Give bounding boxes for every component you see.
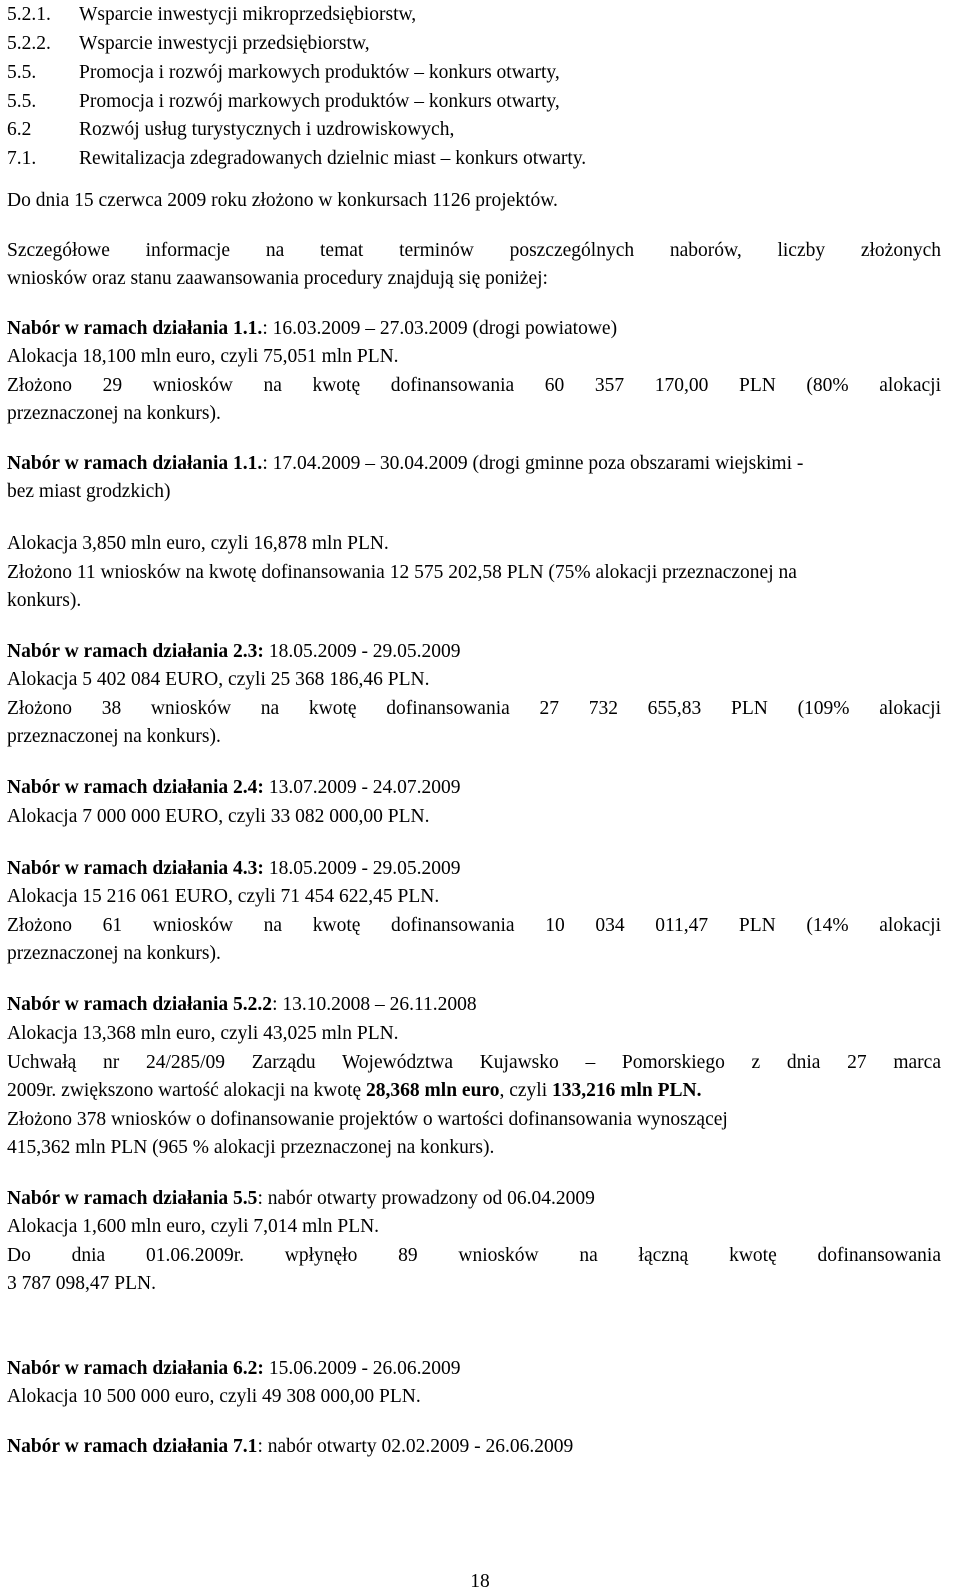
resolution-text — [7, 1078, 702, 1104]
call-dates: : nabór otwarty prowadzony od 06.04.2009 — [257, 1188, 595, 1209]
allocation-text: Alokacja 15 216 061 EURO, czyli 71 454 622,45 PLN. — [7, 886, 440, 907]
call-dates: 15.06.2009 - 26.06.2009 — [263, 1358, 461, 1379]
call-heading — [7, 1356, 461, 1382]
list-item — [7, 89, 560, 115]
allocation-text: Alokacja 10 500 000 euro, czyli 49 308 000,00 PLN. — [7, 1386, 421, 1407]
list-text: Wsparcie inwestycji przedsiębiorstw, — [79, 33, 370, 54]
list-text: Wsparcie inwestycji mikroprzedsiębiorstw, — [79, 4, 417, 25]
allocation-text: Alokacja 3,850 mln euro, czyli 16,878 mln PLN. — [7, 533, 389, 554]
filed-text: Złożono 38 wniosków na kwotę dofinansowania 27 732 655,83 PLN (109% alokacji — [7, 698, 941, 719]
filed-text: przeznaczonej na konkurs). — [7, 726, 221, 747]
allocation-text: Alokacja 7 000 000 EURO, czyli 33 082 000,00 PLN. — [7, 806, 430, 827]
call-label: Nabór w ramach działania 7.1 — [7, 1436, 258, 1457]
list-item — [7, 146, 586, 172]
list-item — [7, 117, 454, 143]
page-number: 18 — [470, 1571, 490, 1592]
call-label: Nabór w ramach działania 6.2: — [7, 1358, 264, 1379]
resolution-text: Uchwałą nr 24/285/09 Zarządu Województwa Kujawsko – Pomorskiego z dnia 27 marca — [7, 1052, 941, 1073]
intro-line: wniosków oraz stanu zaawansowania procedury znajdują się poniżej: — [7, 268, 548, 289]
list-number: 5.5. — [7, 91, 37, 112]
call-dates: : 17.04.2009 – 30.04.2009 (drogi gminne poza obszarami wiejskimi - — [262, 453, 804, 474]
call-label: Nabór w ramach działania 1.1. — [7, 453, 263, 474]
list-text: Rewitalizacja zdegradowanych dzielnic miast – konkurs otwarty. — [79, 148, 587, 169]
call-label: Nabór w ramach działania 4.3: — [7, 858, 264, 879]
call-label: Nabór w ramach działania 2.3: — [7, 641, 264, 662]
call-heading — [7, 856, 461, 882]
allocation-text: Alokacja 13,368 mln euro, czyli 43,025 mln PLN. — [7, 1023, 399, 1044]
allocation-text: Alokacja 1,600 mln euro, czyli 7,014 mln PLN. — [7, 1216, 380, 1237]
filed-text: Złożono 11 wniosków na kwotę dofinansowania 12 575 202,58 PLN (75% alokacji przeznaczonej na — [7, 562, 797, 583]
filed-text: przeznaczonej na konkurs). — [7, 943, 221, 964]
allocation-text: Alokacja 18,100 mln euro, czyli 75,051 mln PLN. — [7, 346, 399, 367]
list-number: 5.2.1. — [7, 4, 51, 25]
list-item — [7, 60, 560, 86]
filed-text: Złożono 29 wniosków na kwotę dofinansowania 60 357 170,00 PLN (80% alokacji — [7, 375, 941, 396]
filed-text: 415,362 mln PLN (965 % alokacji przeznaczonej na konkurs). — [7, 1137, 495, 1158]
call-dates: 18.05.2009 - 29.05.2009 — [263, 641, 461, 662]
filed-text: Do dnia 01.06.2009r. wpłynęło 89 wniosków na łączną kwotę dofinansowania — [7, 1245, 941, 1266]
list-number: 7.1. — [7, 148, 37, 169]
call-heading — [7, 775, 461, 801]
call-dates: 18.05.2009 - 29.05.2009 — [263, 858, 461, 879]
call-dates: 13.07.2009 - 24.07.2009 — [263, 777, 461, 798]
call-dates: : 13.10.2008 – 26.11.2008 — [272, 994, 477, 1015]
call-heading — [7, 451, 803, 477]
call-heading — [7, 316, 617, 342]
list-item — [7, 2, 416, 28]
resolution-part: , czyli — [499, 1080, 552, 1101]
call-dates-cont: bez miast grodzkich) — [7, 481, 171, 502]
call-label: Nabór w ramach działania 2.4: — [7, 777, 264, 798]
list-number: 6.2 — [7, 119, 32, 140]
call-dates: : nabór otwarty 02.02.2009 - 26.06.2009 — [257, 1436, 574, 1457]
list-item — [7, 31, 370, 57]
call-heading — [7, 1186, 595, 1212]
allocation-text: Alokacja 5 402 084 EURO, czyli 25 368 186,46 PLN. — [7, 669, 430, 690]
list-number: 5.5. — [7, 62, 37, 83]
filed-text: Złożono 378 wniosków o dofinansowanie projektów o wartości dofinansowania wynoszącej — [7, 1109, 728, 1130]
call-label: Nabór w ramach działania 1.1. — [7, 318, 263, 339]
call-heading — [7, 992, 477, 1018]
filed-text: przeznaczonej na konkurs). — [7, 403, 221, 424]
call-dates: : 16.03.2009 – 27.03.2009 (drogi powiatowe) — [262, 318, 618, 339]
list-text: Rozwój usług turystycznych i uzdrowiskowych, — [79, 119, 455, 140]
resolution-amount-pln: 133,216 mln PLN. — [552, 1080, 702, 1101]
filed-text: konkurs). — [7, 590, 82, 611]
list-text: Promocja i rozwój markowych produktów – konkurs otwarty, — [79, 62, 560, 83]
filed-text: 3 787 098,47 PLN. — [7, 1273, 156, 1294]
filed-text: Złożono 61 wniosków na kwotę dofinansowania 10 034 011,47 PLN (14% alokacji — [7, 915, 941, 936]
summary-text: Do dnia 15 czerwca 2009 roku złożono w konkursach 1126 projektów. — [7, 190, 558, 211]
intro-line: Szczegółowe informacje na temat terminów poszczególnych naborów, liczby złożonych — [7, 240, 941, 261]
list-number: 5.2.2. — [7, 33, 51, 54]
resolution-amount-euro: 28,368 mln euro — [366, 1080, 500, 1101]
call-heading — [7, 1434, 573, 1460]
call-label: Nabór w ramach działania 5.2.2 — [7, 994, 273, 1015]
call-heading — [7, 639, 461, 665]
resolution-part: 2009r. zwiększono wartość alokacji na kwotę — [7, 1080, 367, 1101]
call-label: Nabór w ramach działania 5.5 — [7, 1188, 258, 1209]
list-text: Promocja i rozwój markowych produktów – konkurs otwarty, — [79, 91, 560, 112]
